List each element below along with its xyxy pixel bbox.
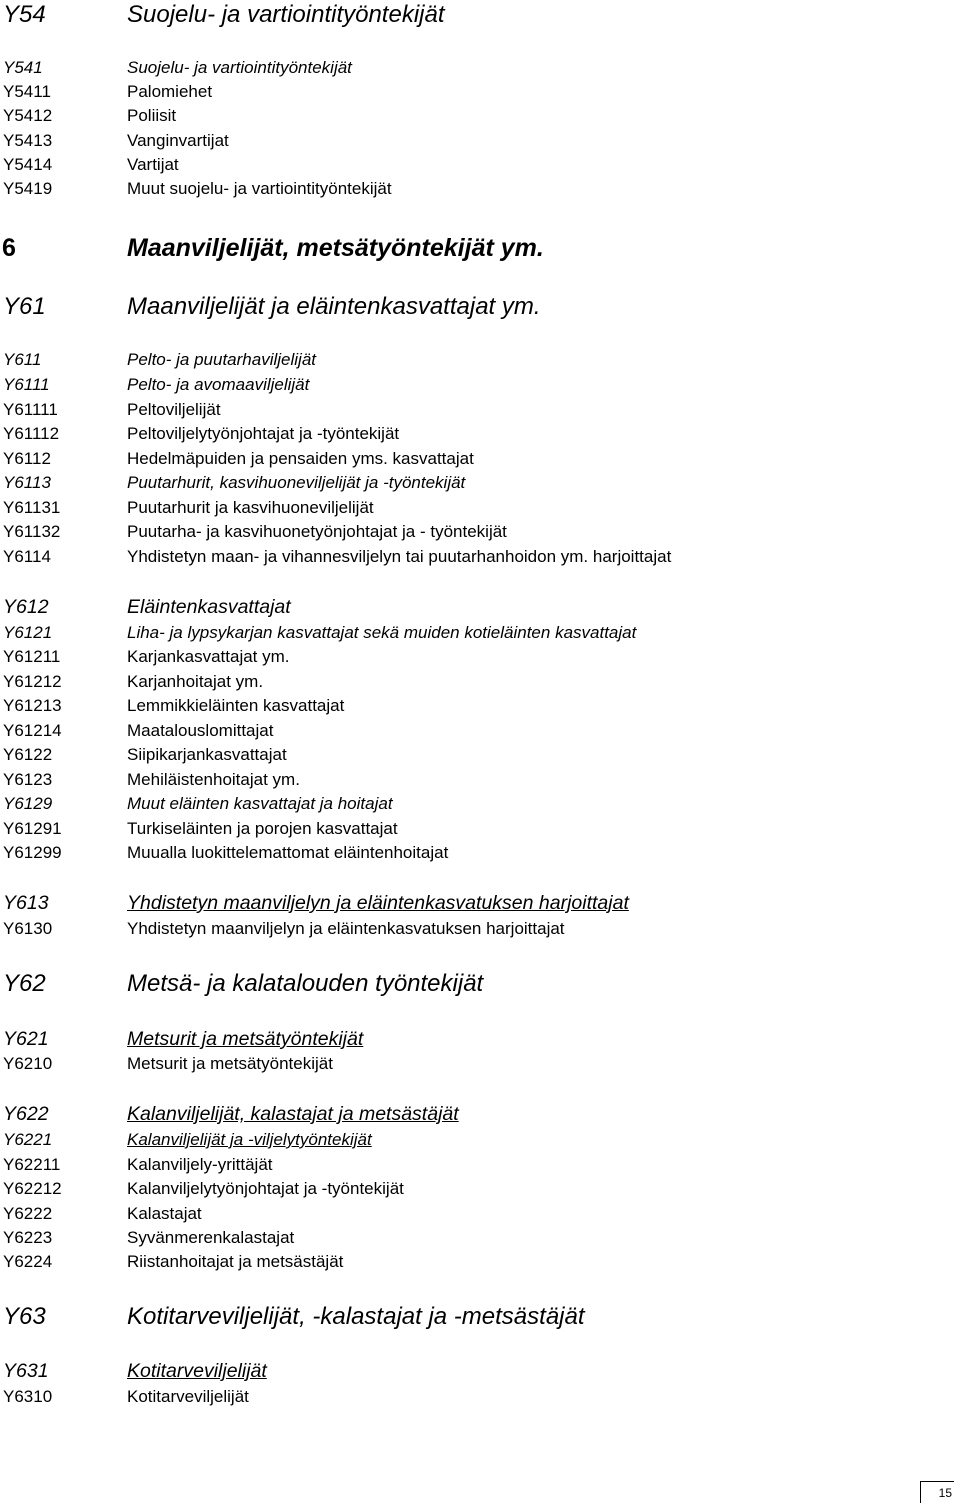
class-code: Y6221: [3, 1130, 53, 1149]
class-code: Y6114: [3, 547, 51, 566]
class-code: Y6310: [3, 1387, 53, 1406]
class-title: Eläintenkasvattajat: [127, 596, 291, 618]
class-title: Suojelu- ja vartiointityöntekijät: [127, 58, 352, 77]
class-code: Y6122: [3, 745, 53, 764]
class-code: Y61112: [3, 424, 60, 443]
class-code: Y6130: [3, 919, 53, 938]
class-code: Y6224: [3, 1252, 53, 1271]
class-title: Kalanviljelijät ja -viljelytyöntekijät: [127, 1130, 372, 1149]
class-title: Kalanviljelytyönjohtajat ja -työntekijät: [127, 1179, 404, 1198]
class-title: Kotitarveviljelijät: [127, 1360, 267, 1382]
class-title: Siipikarjankasvattajat: [127, 745, 287, 764]
class-title: Vanginvartijat: [127, 131, 229, 150]
class-title: Metsurit ja metsätyöntekijät: [127, 1028, 364, 1050]
class-code: Y631: [3, 1360, 49, 1382]
class-code: Y5413: [3, 131, 53, 150]
class-title: Kotitarveviljelijät, -kalastajat ja -metsästäjät: [127, 1303, 585, 1330]
class-title: Maatalouslomittajat: [127, 721, 274, 740]
class-code: Y5419: [3, 179, 53, 198]
class-code: Y61111: [3, 400, 58, 419]
class-code: Y6112: [3, 449, 51, 468]
class-code: Y61299: [3, 843, 62, 862]
class-code: Y61214: [3, 721, 62, 740]
class-code: 6: [2, 234, 16, 262]
class-code: Y611: [3, 350, 42, 369]
class-code: Y613: [3, 892, 49, 914]
class-code: Y61212: [3, 672, 62, 691]
class-title: Puutarha- ja kasvihuonetyönjohtajat ja - työntekijät: [127, 522, 507, 541]
class-title: Palomiehet: [127, 82, 213, 101]
class-title: Peltoviljelytyönjohtajat ja -työntekijät: [127, 424, 400, 443]
class-title: Kalastajat: [127, 1204, 202, 1223]
class-title: Yhdistetyn maanviljelyn ja eläintenkasvatuksen harjoittajat: [127, 892, 629, 914]
class-title: Lemmikkieläinten kasvattajat: [127, 696, 345, 715]
class-code: Y5411: [3, 82, 51, 101]
class-title: Yhdistetyn maanviljelyn ja eläintenkasvatuksen harjoittajat: [127, 919, 565, 938]
class-title: Liha- ja lypsykarjan kasvattajat sekä muiden kotieläinten kasvattajat: [127, 623, 637, 642]
class-code: Y6223: [3, 1228, 53, 1247]
class-code: Y621: [3, 1028, 49, 1050]
class-code: Y612: [3, 596, 49, 618]
class-code: Y61213: [3, 696, 62, 715]
class-code: Y61131: [3, 498, 61, 517]
class-code: Y5414: [3, 155, 53, 174]
class-title: Suojelu- ja vartiointityöntekijät: [127, 1, 445, 28]
class-code: Y622: [3, 1103, 49, 1125]
class-code: Y54: [3, 1, 46, 28]
page-number: 15: [920, 1481, 954, 1503]
class-code: Y541: [3, 58, 43, 77]
class-code: Y63: [3, 1303, 46, 1330]
class-code: Y62211: [3, 1155, 61, 1174]
class-title: Metsä- ja kalatalouden työntekijät: [127, 970, 484, 997]
class-title: Poliisit: [127, 106, 177, 125]
class-title: Muualla luokittelemattomat eläintenhoitajat: [127, 843, 449, 862]
class-title: Hedelmäpuiden ja pensaiden yms. kasvattajat: [127, 449, 474, 468]
class-title: Maanviljelijät, metsätyöntekijät ym.: [127, 234, 544, 262]
class-code: Y61211: [3, 647, 61, 666]
class-title: Kalanviljely-yrittäjät: [127, 1155, 273, 1174]
class-title: Maanviljelijät ja eläintenkasvattajat ym.: [127, 293, 541, 320]
class-title: Karjanhoitajat ym.: [127, 672, 264, 691]
class-title: Yhdistetyn maan- ja vihannesviljelyn tai puutarhanhoidon ym. harjoittajat: [127, 547, 672, 566]
class-title: Riistanhoitajat ja metsästäjät: [127, 1252, 344, 1271]
class-title: Muut suojelu- ja vartiointityöntekijät: [127, 179, 392, 198]
class-title: Syvänmerenkalastajat: [127, 1228, 295, 1247]
class-title: Karjankasvattajat ym.: [127, 647, 290, 666]
class-code: Y6129: [3, 794, 53, 813]
class-title: Kalanviljelijät, kalastajat ja metsästäjät: [127, 1103, 459, 1125]
class-title: Metsurit ja metsätyöntekijät: [127, 1054, 333, 1073]
class-code: Y6222: [3, 1204, 53, 1223]
class-title: Pelto- ja avomaaviljelijät: [127, 375, 310, 394]
class-title: Peltoviljelijät: [127, 400, 221, 419]
class-title: Muut eläinten kasvattajat ja hoitajat: [127, 794, 393, 813]
class-title: Puutarhurit ja kasvihuoneviljelijät: [127, 498, 374, 517]
class-code: Y5412: [3, 106, 53, 125]
class-title: Kotitarveviljelijät: [127, 1387, 249, 1406]
class-title: Pelto- ja puutarhaviljelijät: [127, 350, 316, 369]
class-title: Mehiläistenhoitajat ym.: [127, 770, 300, 789]
class-code: Y6210: [3, 1054, 53, 1073]
class-code: Y61132: [3, 522, 61, 541]
class-code: Y61291: [3, 819, 62, 838]
class-title: Turkiseläinten ja porojen kasvattajat: [127, 819, 398, 838]
class-code: Y6111: [3, 375, 50, 394]
class-code: Y6123: [3, 770, 53, 789]
class-code: Y61: [3, 293, 46, 320]
class-title: Vartijat: [127, 155, 179, 174]
class-title: Puutarhurit, kasvihuoneviljelijät ja -työntekijät: [127, 473, 466, 492]
class-code: Y62212: [3, 1179, 62, 1198]
class-code: Y6121: [3, 623, 53, 642]
class-code: Y62: [3, 970, 46, 997]
class-code: Y6113: [3, 473, 51, 492]
